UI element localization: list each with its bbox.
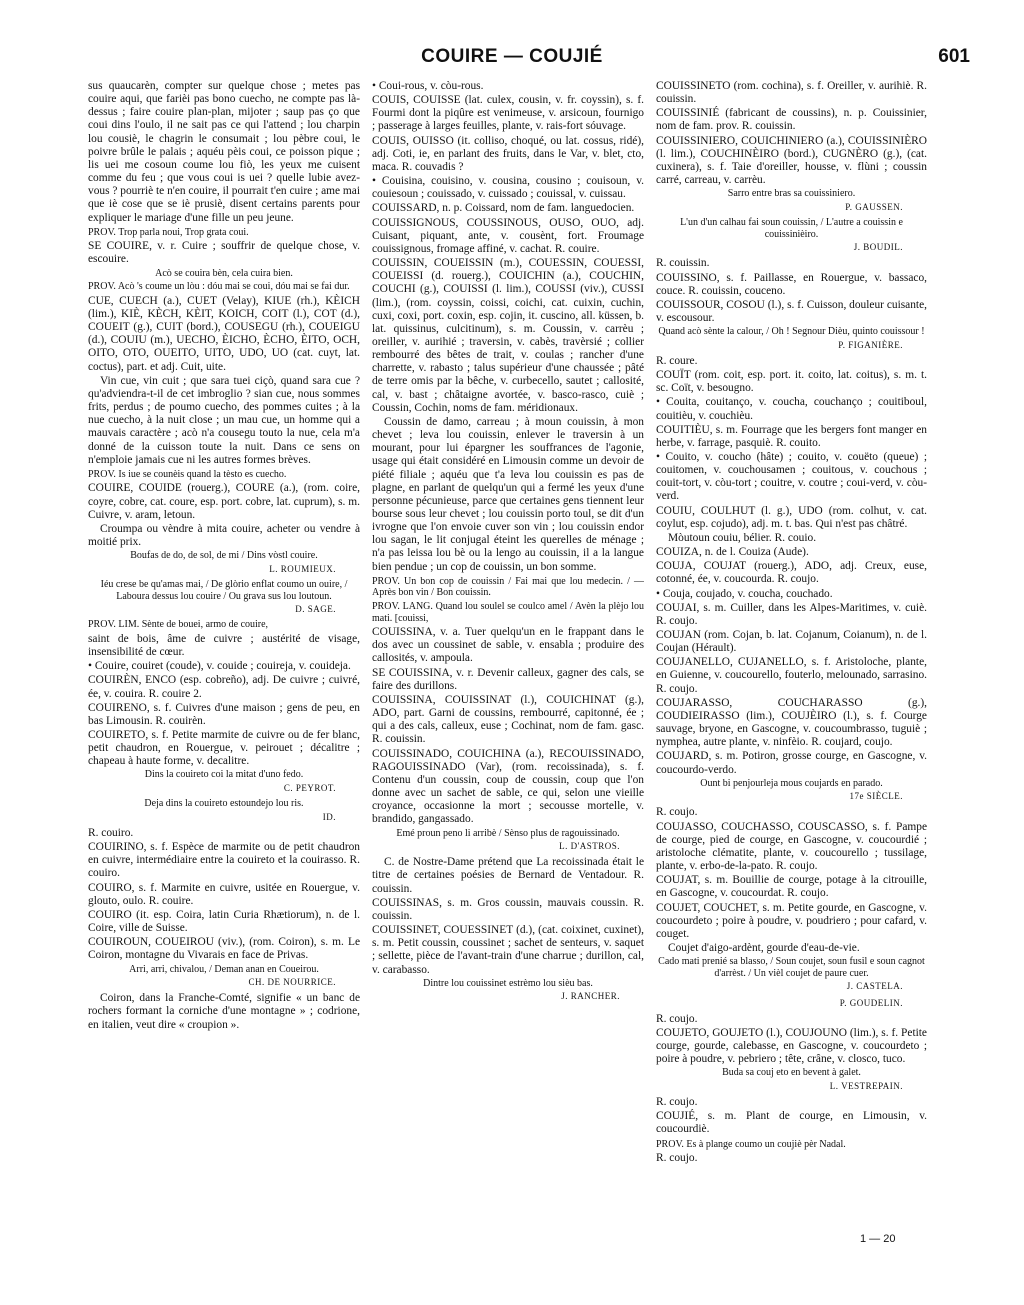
dictionary-entry: COUISSINIÉ (fabricant de coussins), n. p. Couissinier, nom de fam. prov. R. couissin.: [656, 107, 927, 133]
dictionary-entry: COUIRINO, s. f. Espèce de marmite ou de petit chaudron en cuivre, intermédiaire entre la couireto et la couirasso. R. couiro.: [88, 841, 360, 880]
dictionary-entry: R. couiro.: [88, 826, 134, 839]
column-middle: [372, 80, 644, 1260]
dictionary-entry: saint de bois, âme de cuivre ; austérité de visage, insensibilité de cœur.: [88, 632, 360, 659]
citation-source: P. GAUSSEN.: [845, 201, 903, 212]
dictionary-entry: Vin cue, vin cuit ; que sara tuei ciçò, quand sara cue ? qu'adviendra-t-il de cet imbroglio ? sian cue, nous sommes frits, perdus ; de poumo cuecho, des pommes cuites ; à la nue cuecho, à la nuit close ; un mau cue, un homme qui a mauvais caractère ; acò n'a cousegu touto la nue, cela m'a donné de la cuisson toute la nuit. Dans ce sens on n'emploie jamais cue ni les autres formes brèves.: [88, 374, 360, 466]
dictionary-entry: COUISSINO, s. f. Paillasse, en Rouergue, v. bassaco, couce. R. couissin, couceno.: [656, 271, 927, 297]
column-right: [656, 80, 927, 1260]
dictionary-entry: CUE, CUECH (a.), CUET (Velay), KIUE (rh.), KÈICH (lim.), KIÈ, KÈCH, KÈIT, KOICH, COIT (l.), COT (d.), COUEIT (g.), CUIT (bord.), COUSEGU (rh.), COUEIGU (d.), COUIU (m.), UECHO, ÈICHO, ÈCHO, ÈITO, OCH, OITO, OTO, OUEITO, UITO, UDO, UO (cat. cuyt, lat. coctus), part. et adj. Cuit, uite.: [88, 294, 360, 373]
citation: Deja dins la couireto estoundejo lou ris.: [144, 798, 304, 810]
citation-source: CH. DE NOURRICE.: [248, 977, 336, 988]
dictionary-entry: • Coui-rous, v. còu-rous.: [372, 80, 484, 92]
dictionary-entry: COUISSINET, COUESSINET (d.), (cat. coixinet, cuxinet), s. m. Petit coussin, coussinet ; sachet de senteurs, v. saquet ; sellette, pièce de l'avant-train d'une charrue ; durillon, cal, v. carabasso.: [372, 924, 644, 976]
dictionary-entry: C. de Nostre-Dame prétend que La recoissinada était le titre de certaines poésies de Bernard de Ventadour. R. couissin.: [372, 856, 644, 895]
citation: Quand acò sènte la calour, / Oh ! Segnour Dièu, quinto couissour !: [658, 326, 925, 338]
dictionary-entry: COUISSIN, COUEISSIN (m.), COUESSIN, COUESSI, COUEISSI (d. rouerg.), COUICHIN (a.), COUCHIN, COUCHI (g.), COUISSI (l. lim.), COUSSI (viv.), CUSSI (lim.), (rom. coyssin, coissi, coichi, cat. cuixin, cuchin, cuxi, coxi, port. coxin, esp. cojin, it. cuscino, all. küssen, b. lat. quissinus, culcitinum), s. m. Coussin, v. carrèu ; oreiller, v. aurihié ; traversin, v. cabès, travèrsié ; collier rembourré des bêtes de trait, v. coulas ; rancher d'une charrette, v. rabasto ; talus supérieur d'une chaussée ; pâté de terre omis par la bêche, v. curbecello, sautet ; callosité, cal, v. bast ; châtaigne avortée, v. basco-rasco, cuiè ; Coussin, Cochin, noms de fam. méridionaux.: [372, 257, 644, 414]
dictionary-entry: COUJAT, s. m. Bouillie de courge, potage à la citrouille, en Gascogne, v. coucourdat. R. coujo.: [656, 874, 927, 900]
citation-source: J. CASTELA.: [846, 981, 903, 992]
proverb: PROV. LANG. Quand lou soulel se coulco amel / Avèn la plèjo lou mati. [couissi,: [372, 600, 644, 624]
dictionary-entry: COUJANELLO, CUJANELLO, s. f. Aristoloche, plante, en Guienne, v. coucourello, fouterlo, melounado, sarrasino. R. coujo.: [656, 656, 927, 695]
dictionary-entry: • Couja, coujado, v. coucha, couchado.: [656, 587, 833, 600]
dictionary-entry: Mòutoun couiu, bélier. R. couio.: [668, 531, 817, 544]
citation-source: J. RANCHER.: [561, 991, 620, 1002]
dictionary-entry: Coussin de damo, carreau ; à moun couissin, à mon chevet ; leva lou couissin, enlever le traversin à un mourant, pour lui épargner les souffrances de l'agonie, usage qui était considéré en Limousin comme un devoir de piété filiale ; aquéu que t'a leva lou couissin es pas de plagne, en parlant de quelqu'un qui a fermé les yeux d'une personne pécunieuse, parce que certaines gens tiennent leur bourse sous leur chevet ; lou couissin porto toul, se dit d'un ivrogne que l'on envoie cuver son vin ; lou couissin endor lou sagan, le lit conjugal éteint les querelles de ménage ; n'a pas leissa lou bè ou la lengo au couissin, il a la langue bien pendue ; un cop de couissin, un bon somme.: [372, 415, 644, 573]
dictionary-entry: sus quaucarèn, compter sur quelque chose ; metes pas couire aqui, que farièi pas bono cuecho, ne compte pas là-dessus ; faire couire plan-plan, mijoter ; saup pas ço que coui dins l'oulo, il ne sait pas ce qui l'attend ; lou charpin lou cousiè, le chagrin le consumait ; lou pèbre coui, le poivre brûle le palais ; aquéu pèis coui, ce poisson pique ; lis uei me cosoun coume lou fiò, les yeux me cuisent comme du feu ; que vous coui is uei ? quelle lubie avez-vous ? pourriè te n'en couire, il pourrait t'en cuire ; ame mai que iè cose que se iè prusiè, disent certains parents pour expliquer le mariage d'une fille un peu jeune.: [88, 80, 360, 224]
citation-source: ID.: [322, 811, 336, 822]
proverb: PROV. Un bon cop de couissin / Fai mai que lou medecin. / — Après bon vin / Bon couissin.: [372, 575, 644, 599]
printer-signature: 1 — 20: [860, 1233, 896, 1245]
running-head: [0, 46, 1024, 76]
dictionary-entry: COUJAI, s. m. Cuiller, dans les Alpes-Maritimes, v. cuiè. R. coujo.: [656, 601, 927, 627]
dictionary-entry: COUJASSO, COUCHASSO, COUSCASSO, s. f. Pampe de courge, pied de courge, en Gascogne, v. coucourdié ; aristoloche clématite, plante, v. coucourello ; tussilage, plante, v. erbo-de-la-pato. R. coujo.: [656, 820, 927, 873]
dictionary-entry: Coujet d'aigo-ardènt, gourde d'eau-de-vie.: [668, 942, 860, 955]
dictionary-entry: COUITIÈU, s. m. Fourrage que les bergers font manger en herbe, v. farrage, pasquiè. R. couito.: [656, 423, 927, 449]
citation-source: P. FIGANIÈRE.: [838, 339, 903, 350]
dictionary-entry: COUIRENO, s. f. Cuivres d'une maison ; gens de peu, en bas Limousin. R. couirèn.: [88, 701, 360, 727]
dictionary-entry: COUIU, COULHUT (l. g.), UDO (rom. colhut, v. cat. coylut, esp. cojudo), adj. m. t. bas. Qui n'est pas châtré.: [656, 504, 927, 530]
citation: Cado mati prenié sa blasso, / Soun coujet, soun fusil e soun cagnot d'arrèst. / Un vièl coujet de paure cuer.: [658, 956, 925, 979]
citation-source: L. ROUMIEUX.: [269, 563, 336, 574]
dictionary-entry: COUISSINIERO, COUICHINIERO (a.), COUISSINIÈRO (l. lim.), COUCHINÈIRO (bord.), CUGNÈRO (g.), (cat. cuxinera), s. f. Taie d'oreiller, housse, v. flùni ; coussin carré, carreau, v. carrèu.: [656, 134, 927, 187]
dictionary-entry: COUIS, COUISSE (lat. culex, cousin, v. fr. coyssin), s. f. Fourmi dont la piqûre est venimeuse, v. arsicoun, fournigo ; passerage à larges feuilles, plante, v. rais-fort sóuvage.: [372, 94, 644, 133]
proverb: PROV. LIM. Sènte de bouei, armo de couire,: [88, 619, 269, 631]
dictionary-entry: • Couire, couiret (coude), v. couide ; couireja, v. couideja.: [88, 660, 351, 673]
dictionary-entry: COUÏT (rom. coit, esp. port. it. coito, lat. coitus), s. m. t. sc. Coït, v. besougno.: [656, 369, 927, 395]
dictionary-entry: COUIRÈN, ENCO (esp. cobreño), adj. De cuivre ; cuivré, ée, v. couira. R. couire 2.: [88, 674, 360, 700]
dictionary-entry: Coiron, dans la Franche-Comté, signifie « un banc de rochers formant la corniche d'une montagne » ; codrione, en italien, veut dire « croupion ».: [88, 992, 360, 1031]
dictionary-entry: COUJETO, GOUJETO (l.), COUJOUNO (lim.), s. f. Petite courge, gourde, calebasse, en Gascogne, v. coucourdeto ; poire à poudre, v. pebriero ; tête, crâne, v. closco, tuco.: [656, 1026, 927, 1066]
citation: Dins la couireto coi la mitat d'uno fedo.: [144, 769, 304, 781]
dictionary-entry: COUJARASSO, COUCHARASSO (g.), COUDIEIRASSO (lim.), COUJÈIRO (l.), s. f. Courge sauvage, bryone, en Gascogne, v. coucoumbrasso, tuguiè ; nymphea, autre plante, v. ninfèio. R. coujard, coujo.: [656, 696, 927, 749]
citation-source: P. GOUDELIN.: [839, 997, 903, 1008]
dictionary-entry: COUIS, OUISSO (it. colliso, choqué, ou lat. cossus, ridé), adj. Coti, ie, en parlant des fruits, dans le Var, v. blet, cto, maca. R. couvadis ?: [372, 134, 644, 173]
citation: Ount bi penjourleja mous coujards en parado.: [700, 777, 883, 789]
dictionary-entry: COUISSIGNOUS, COUSSINOUS, OUSO, OUO, adj. Cuisant, piquant, ante, v. cousènt, fort. Froumage couissignous, fromage affiné, v. cachat. R. couire.: [372, 216, 644, 255]
dictionary-entry: R. coujo.: [656, 1096, 698, 1109]
proverb: PROV. Acò 's coume un lòu : dóu mai se coui, dóu mai se fai dur.: [88, 281, 350, 293]
column-left: [88, 80, 360, 1260]
dictionary-entry: COUIRE, COUIDE (rouerg.), COURE (a.), (rom. coire, coyre, cobre, cat. coure, esp. port. cobre, lat. cuprum), s. m. Cuivre, v. aram, letoun.: [88, 482, 360, 521]
dictionary-entry: COUJARD, s. m. Potiron, grosse courge, en Gascogne, v. coucourdo-verdo.: [656, 750, 927, 776]
citation: Acò se couira bèn, cela cuira bien.: [155, 267, 293, 279]
dictionary-entry: COUISSINETO (rom. cochina), s. f. Oreiller, v. aurihiè. R. couissin.: [656, 80, 927, 106]
dictionary-entry: COUJET, COUCHET, s. m. Petite gourde, en Gascogne, v. coucourdeto ; poire à poudre, v. poudriero ; pour cafard, v. couget.: [656, 901, 927, 940]
dictionary-entry: COUISSOUR, COSOU (l.), s. f. Cuisson, douleur cuisante, v. escousour.: [656, 298, 927, 324]
dictionary-entry: COUIRETO, s. f. Petite marmite de cuivre ou de fer blanc, petit chaudron, en Rouergue, v. peirouet ; décalitre ; chapeau à haute forme, v. decalitre.: [88, 729, 360, 768]
dictionary-entry: COUISSINA, COUISSINAT (l.), COUICHINAT (g.), ADO, part. Garni de coussins, rembourré, capitonné, ée ; qui a des cals, calleux, euse ; Cochinat, nom de fam. gasc. R. couissin.: [372, 693, 644, 746]
dictionary-entry: R. coujo.: [656, 1152, 698, 1165]
proverb: PROV. Trop parla noui, Trop grata coui.: [88, 226, 249, 238]
citation-source: 17e SIÈCLE.: [849, 791, 903, 802]
dictionary-entry: COUIZA, n. de l. Couiza (Aude).: [656, 546, 809, 559]
dictionary-entry: COUISSINA, v. a. Tuer quelqu'un en le frappant dans le dos avec un coussinet de sable, v. ensabla ; produire des callosités, v. ampoula.: [372, 626, 644, 665]
dictionary-entry: R. coure.: [656, 354, 698, 367]
citation: Buda sa couj eto en bevent à galet.: [722, 1067, 861, 1079]
citation: L'un d'un calhau fai soun couissin, / L'autre a couissin e couissinièiro.: [680, 217, 903, 240]
citation: Dintre lou couissinet estrèmo lou sièu bas.: [423, 977, 593, 989]
dictionary-entry: • Couisina, couisino, v. cousina, cousino ; couisoun, v. couiesoun ; couissado, v. cuissado ; couissal, v. cuissau.: [372, 175, 644, 201]
dictionary-entry: SE COUIRE, v. r. Cuire ; souffrir de quelque chose, v. escouire.: [88, 240, 360, 266]
dictionary-entry: COUJA, COUJAT (rouerg.), ADO, adj. Creux, euse, cotonné, ée, v. coucourda. R. coujo.: [656, 560, 927, 586]
citation-source: D. SAGE.: [295, 604, 336, 615]
dictionary-entry: COUJAN (rom. Cojan, b. lat. Cojanum, Coianum), n. de l. Coujan (Hérault).: [656, 629, 927, 655]
dictionary-entry: COUIRO (it. esp. Coira, latin Curia Rhætiorum), n. de l. Coire, ville de Suisse.: [88, 908, 360, 935]
citation: Iéu crese be qu'amas mai, / De glòrio enflat coumo un ouire, / Laboura dessus lou couire / Ou grava sus lou loutoun.: [100, 578, 348, 602]
citation-source: J. BOUDIL.: [853, 242, 903, 253]
dictionary-entry: COUISSINADO, COUICHINA (a.), RECOUISSINADO, RAGOUISSINADO (Var), (rom. recoissinada), s. f. Contenu d'un coussin, coup de coussin, coup que l'on donne avec un sachet de sable, ce qui, selon une vieille croyance, occasionne la mort ; secousse mortelle, v. brandido, gangassado.: [372, 747, 644, 826]
dictionary-entry: SE COUISSINA, v. r. Devenir calleux, gagner des cals, se faire des durillons.: [372, 666, 644, 692]
dictionary-entry: COUIRO, s. f. Marmite en cuivre, usitée en Rouergue, v. glouto, oulo. R. couire.: [88, 881, 360, 907]
dictionary-entry: • Couita, couitanço, v. coucha, couchanço ; couitiboul, couitièu, v. couchièu.: [656, 396, 927, 422]
dictionary-entry: COUIROUN, COUEIROU (viv.), (rom. Coiron), s. m. Le Coiron, montagne du Vivarais en face de Privas.: [88, 936, 360, 962]
proverb: PROV. Es à plange coumo un coujiè pèr Nadal.: [656, 1138, 846, 1150]
dictionary-entry: Croumpa ou vèndre à mita couire, acheter ou vendre à moitié prix.: [88, 522, 360, 549]
dictionary-entry: R. coujo.: [656, 806, 698, 819]
dictionary-entry: R. couissin.: [656, 257, 710, 270]
dictionary-entry: COUISSARD, n. p. Coissard, nom de fam. languedocien.: [372, 202, 635, 215]
proverb: PROV. Is iue se counèis quand la tèsto es cuecho.: [88, 468, 287, 480]
page-title: COUIRE — COUJIÉ: [421, 46, 603, 67]
page-number: 601: [938, 46, 970, 67]
citation: Boufas de do, de sol, de mi / Dins vòstl couire.: [130, 550, 318, 562]
dictionary-entry: COUJIÉ, s. m. Plant de courge, en Limousin, v. coucourdiè.: [656, 1110, 927, 1136]
dictionary-entry: COUISSINAS, s. m. Gros coussin, mauvais coussin. R. couissin.: [372, 896, 644, 922]
citation: Emé proun peno li arribè / Sènso plus de ragouissinado.: [396, 827, 620, 839]
citation-source: L. VESTREPAIN.: [829, 1080, 903, 1091]
citation: Arri, arri, chivalou, / Deman anan en Coueirou.: [129, 963, 319, 975]
dictionary-entry: • Couito, v. coucho (hâte) ; couito, v. couëto (queue) ; couitomen, v. couchousamen ; couitous, v. couchous ; couit-tort, v. còu-tort ; couitre, v. coutre ; coui-verd, v. còu-verd.: [656, 450, 927, 503]
citation-source: C. PEYROT.: [283, 783, 336, 794]
citation-source: L. D'ASTROS.: [559, 841, 620, 852]
citation: Sarro entre bras sa couissiniero.: [727, 188, 856, 200]
dictionary-entry: R. coujo.: [656, 1012, 698, 1025]
